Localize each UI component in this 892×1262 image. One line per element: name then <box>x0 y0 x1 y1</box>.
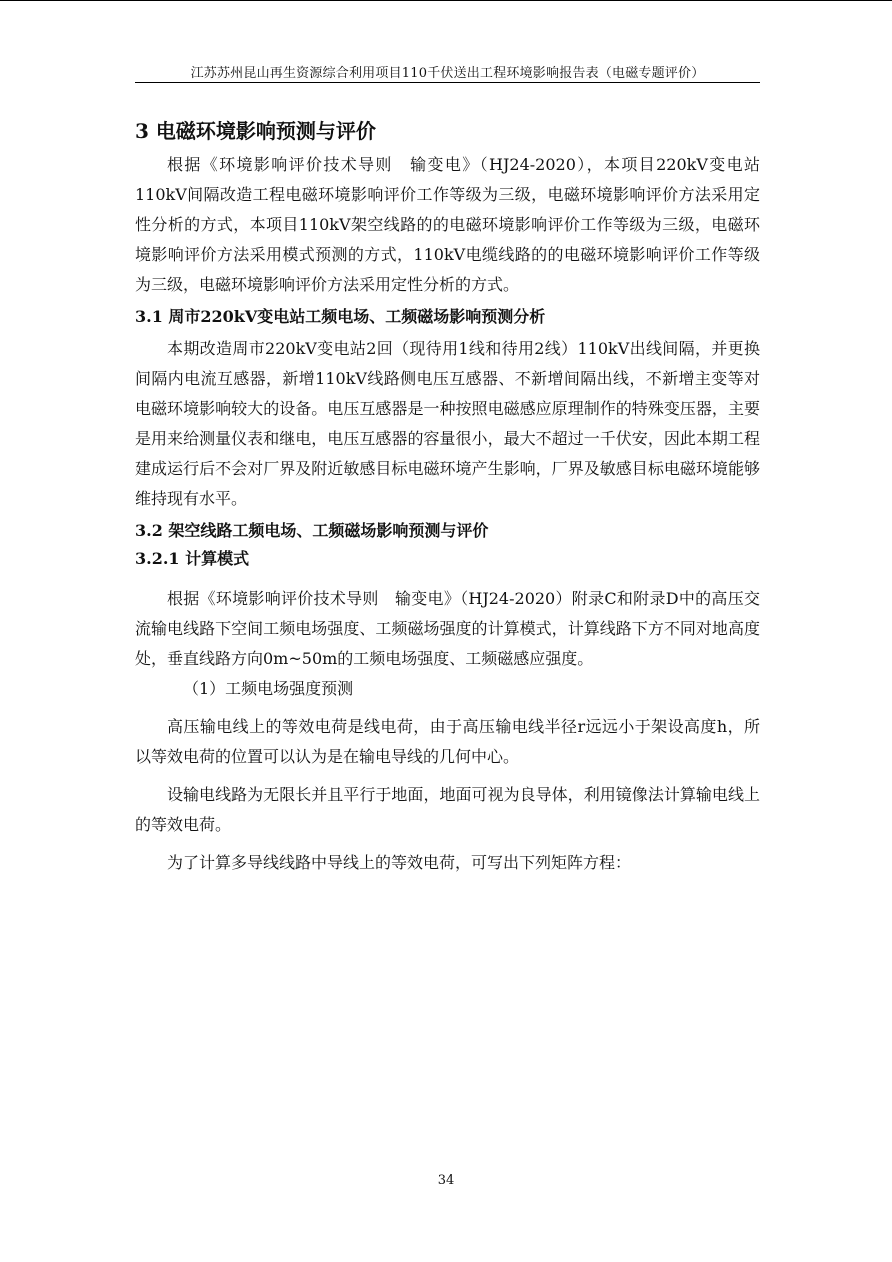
section-3-paragraph: 根据《环境影响评价技术导则 输变电》（HJ24-2020），本项目220kV变电站110kV间隔改造工程电磁环境影响评价工作等级为三级，电磁环境影响评价方法采用定性分析的方式，本项目110kV架空线路的的电磁环境影响评价工作等级为三级，电磁环境影响评价方法采用模式预测的方式，110kV电缆线路的的电磁环境影响评价工作等级为三级，电磁环境影响评价方法采用定性分析的方式。 <box>135 155 760 294</box>
running-header: 江苏苏州昆山再生资源综合利用项目110千伏送出工程环境影响报告表（电磁专题评价） <box>190 66 705 81</box>
header-rule <box>135 82 760 83</box>
section-3-1-heading: 3.1 周市220kV变电站工频电场、工频磁场影响预测分析 <box>135 307 546 326</box>
page-number: 34 <box>437 1173 455 1188</box>
section-3-2-1-paragraph-1: 根据《环境影响评价技术导则 输变电》（HJ24-2020）附录C和附录D中的高压交流输电线路下空间工频电场强度、工频磁场强度的计算模式，计算线路下方不同对地高度处，垂直线路方向0m~50m的工频电场强度、工频磁感应强度。 <box>135 589 760 668</box>
section-3-2-1-paragraph-4: 为了计算多导线线路中导线上的等效电荷，可写出下列矩阵方程： <box>167 853 632 872</box>
spacer <box>135 576 760 584</box>
document-body <box>135 116 760 878</box>
list-item-electric-field: （1）工频电场强度预测 <box>183 679 354 698</box>
section-3-2-1-heading: 3.2.1 计算模式 <box>135 549 250 568</box>
spacer <box>135 704 760 712</box>
section-3-2-1-paragraph-2: 高压输电线上的等效电荷是线电荷，由于高压输电线半径r远远小于架设高度h，所以等效电荷的位置可以认为是在输电导线的几何中心。 <box>135 717 760 766</box>
section-3-2-1-paragraph-3: 设输电线路为无限长并且平行于地面，地面可视为良导体，利用镜像法计算输电线上的等效电荷。 <box>135 785 760 834</box>
section-3-heading: 3 电磁环境影响预测与评价 <box>135 119 376 143</box>
section-3-1-paragraph: 本期改造周市220kV变电站2回（现待用1线和待用2线）110kV出线间隔，并更换间隔内电流互感器，新增110kV线路侧电压互感器、不新增间隔出线，不新增主变等对电磁环境影响较大的设备。电压互感器是一种按照电磁感应原理制作的特殊变压器，主要是用来给测量仪表和继电，电压互感器的容量很小，最大不超过一千伏安，因此本期工程建成运行后不会对厂界及附近敏感目标电磁环境产生影响，厂界及敏感目标电磁环境能够维持现有水平。 <box>135 339 760 508</box>
page-top-border <box>0 0 892 1</box>
spacer <box>135 840 760 848</box>
section-3-2-heading: 3.2 架空线路工频电场、工频磁场影响预测与评价 <box>135 521 489 540</box>
spacer <box>135 772 760 780</box>
